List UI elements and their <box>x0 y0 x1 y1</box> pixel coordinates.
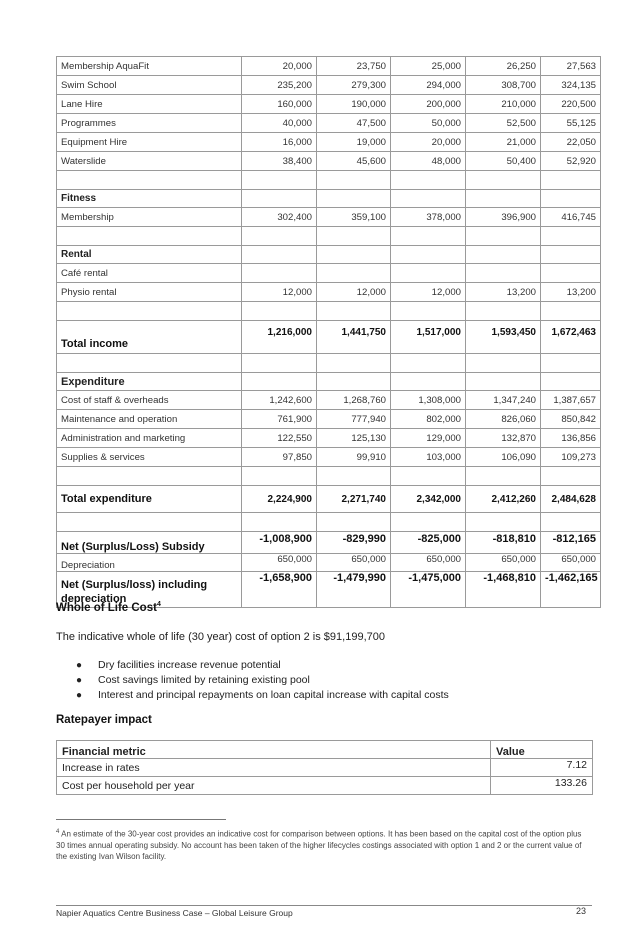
footnote-reference: 4 <box>156 601 161 608</box>
table-row: Increase in rates 7.12 <box>57 759 593 777</box>
total-income-row: Total income 1,216,000 1,441,750 1,517,000 1,593,450 1,672,463 <box>57 321 601 354</box>
fitness-heading: Fitness <box>57 190 242 208</box>
bullet-icon: ● <box>76 690 83 701</box>
footer-title: Napier Aquatics Centre Business Case – Global Leisure Group <box>56 908 293 918</box>
spacer-row <box>57 467 601 486</box>
table-row: Programmes 40,000 47,500 50,000 52,500 55,125 <box>57 114 601 133</box>
table-row: Cost per household per year 133.26 <box>57 777 593 795</box>
footer-divider <box>56 905 592 906</box>
table-row: Café rental <box>57 264 601 283</box>
whole-of-life-cost-heading: Whole of Life Cost$^4$ <box>56 601 161 614</box>
spacer-row <box>57 354 601 373</box>
bullet-icon: ● <box>76 675 83 686</box>
footnote: $^4$ An estimate of the 30-year cost provides an indicative cost for comparison between options. It has been based on the capital cost of the option plus 30 times annual operating subsidy. No account has been taken of the higher lifecycles costings associated with option 1 and 2 or the current value of the existing Ivan Wilson facility. <box>56 829 582 861</box>
table-row: Equipment Hire 16,000 19,000 20,000 21,000 22,050 <box>57 133 601 152</box>
section-heading-row <box>57 373 601 391</box>
spacer-row <box>57 227 601 246</box>
table-row: Administration and marketing 122,550 125,130 129,000 132,870 136,856 <box>57 429 601 448</box>
footnote-divider <box>56 819 226 820</box>
table-row: Membership 302,400 359,100 378,000 396,900 416,745 <box>57 208 601 227</box>
table-row: Swim School 235,200 279,300 294,000 308,700 324,135 <box>57 76 601 95</box>
section-heading-row <box>57 190 601 208</box>
table-row: Supplies & services 97,850 99,910 103,000 106,090 109,273 <box>57 448 601 467</box>
net-including-depreciation-row: Net (Surplus/loss) including depreciation -1,658,900 -1,479,990 -1,475,000 -1,468,810 -1,462,165 <box>57 572 601 608</box>
ratepayer-table <box>56 740 593 795</box>
bullet-icon: ● <box>76 660 83 671</box>
spacer-row <box>57 513 601 532</box>
table-row: Lane Hire 160,000 190,000 200,000 210,000 220,500 <box>57 95 601 114</box>
spacer-row <box>57 171 601 190</box>
bullet-item: ● Dry facilities increase revenue potential <box>76 659 281 671</box>
spacer-row <box>57 302 601 321</box>
table-row: Cost of staff & overheads 1,242,600 1,268,760 1,308,000 1,347,240 1,387,657 <box>57 391 601 410</box>
section-heading-row <box>57 246 601 264</box>
table-row: Physio rental 12,000 12,000 12,000 13,200 13,200 <box>57 283 601 302</box>
table-header-row: Financial metric Value <box>57 741 593 759</box>
page-number: 23 <box>575 906 586 916</box>
table-row: Waterslide 38,400 45,600 48,000 50,400 52,920 <box>57 152 601 171</box>
table-row: Maintenance and operation 761,900 777,940 802,000 826,060 850,842 <box>57 410 601 429</box>
depreciation-row: Depreciation 650,000 650,000 650,000 650,000 650,000 <box>57 554 601 572</box>
whole-of-life-cost-text: The indicative whole of life (30 year) cost of option 2 is $91,199,700 <box>56 631 385 643</box>
net-subsidy-row: Net (Surplus/Loss) Subsidy -1,008,900 -829,990 -825,000 -818,810 -812,165 <box>57 532 601 554</box>
ratepayer-impact-heading: Ratepayer impact <box>56 714 152 726</box>
rental-heading: Rental <box>57 246 242 264</box>
financial-table <box>56 56 601 608</box>
expenditure-heading: Expenditure <box>57 373 242 391</box>
total-expenditure-row: Total expenditure 2,224,900 2,271,740 2,342,000 2,412,260 2,484,628 <box>57 486 601 513</box>
bullet-item: ● Cost savings limited by retaining existing pool <box>76 674 310 686</box>
bullet-item: ● Interest and principal repayments on loan capital increase with capital costs <box>76 689 449 701</box>
table-row: Membership AquaFit 20,000 23,750 25,000 26,250 27,563 <box>57 57 601 76</box>
